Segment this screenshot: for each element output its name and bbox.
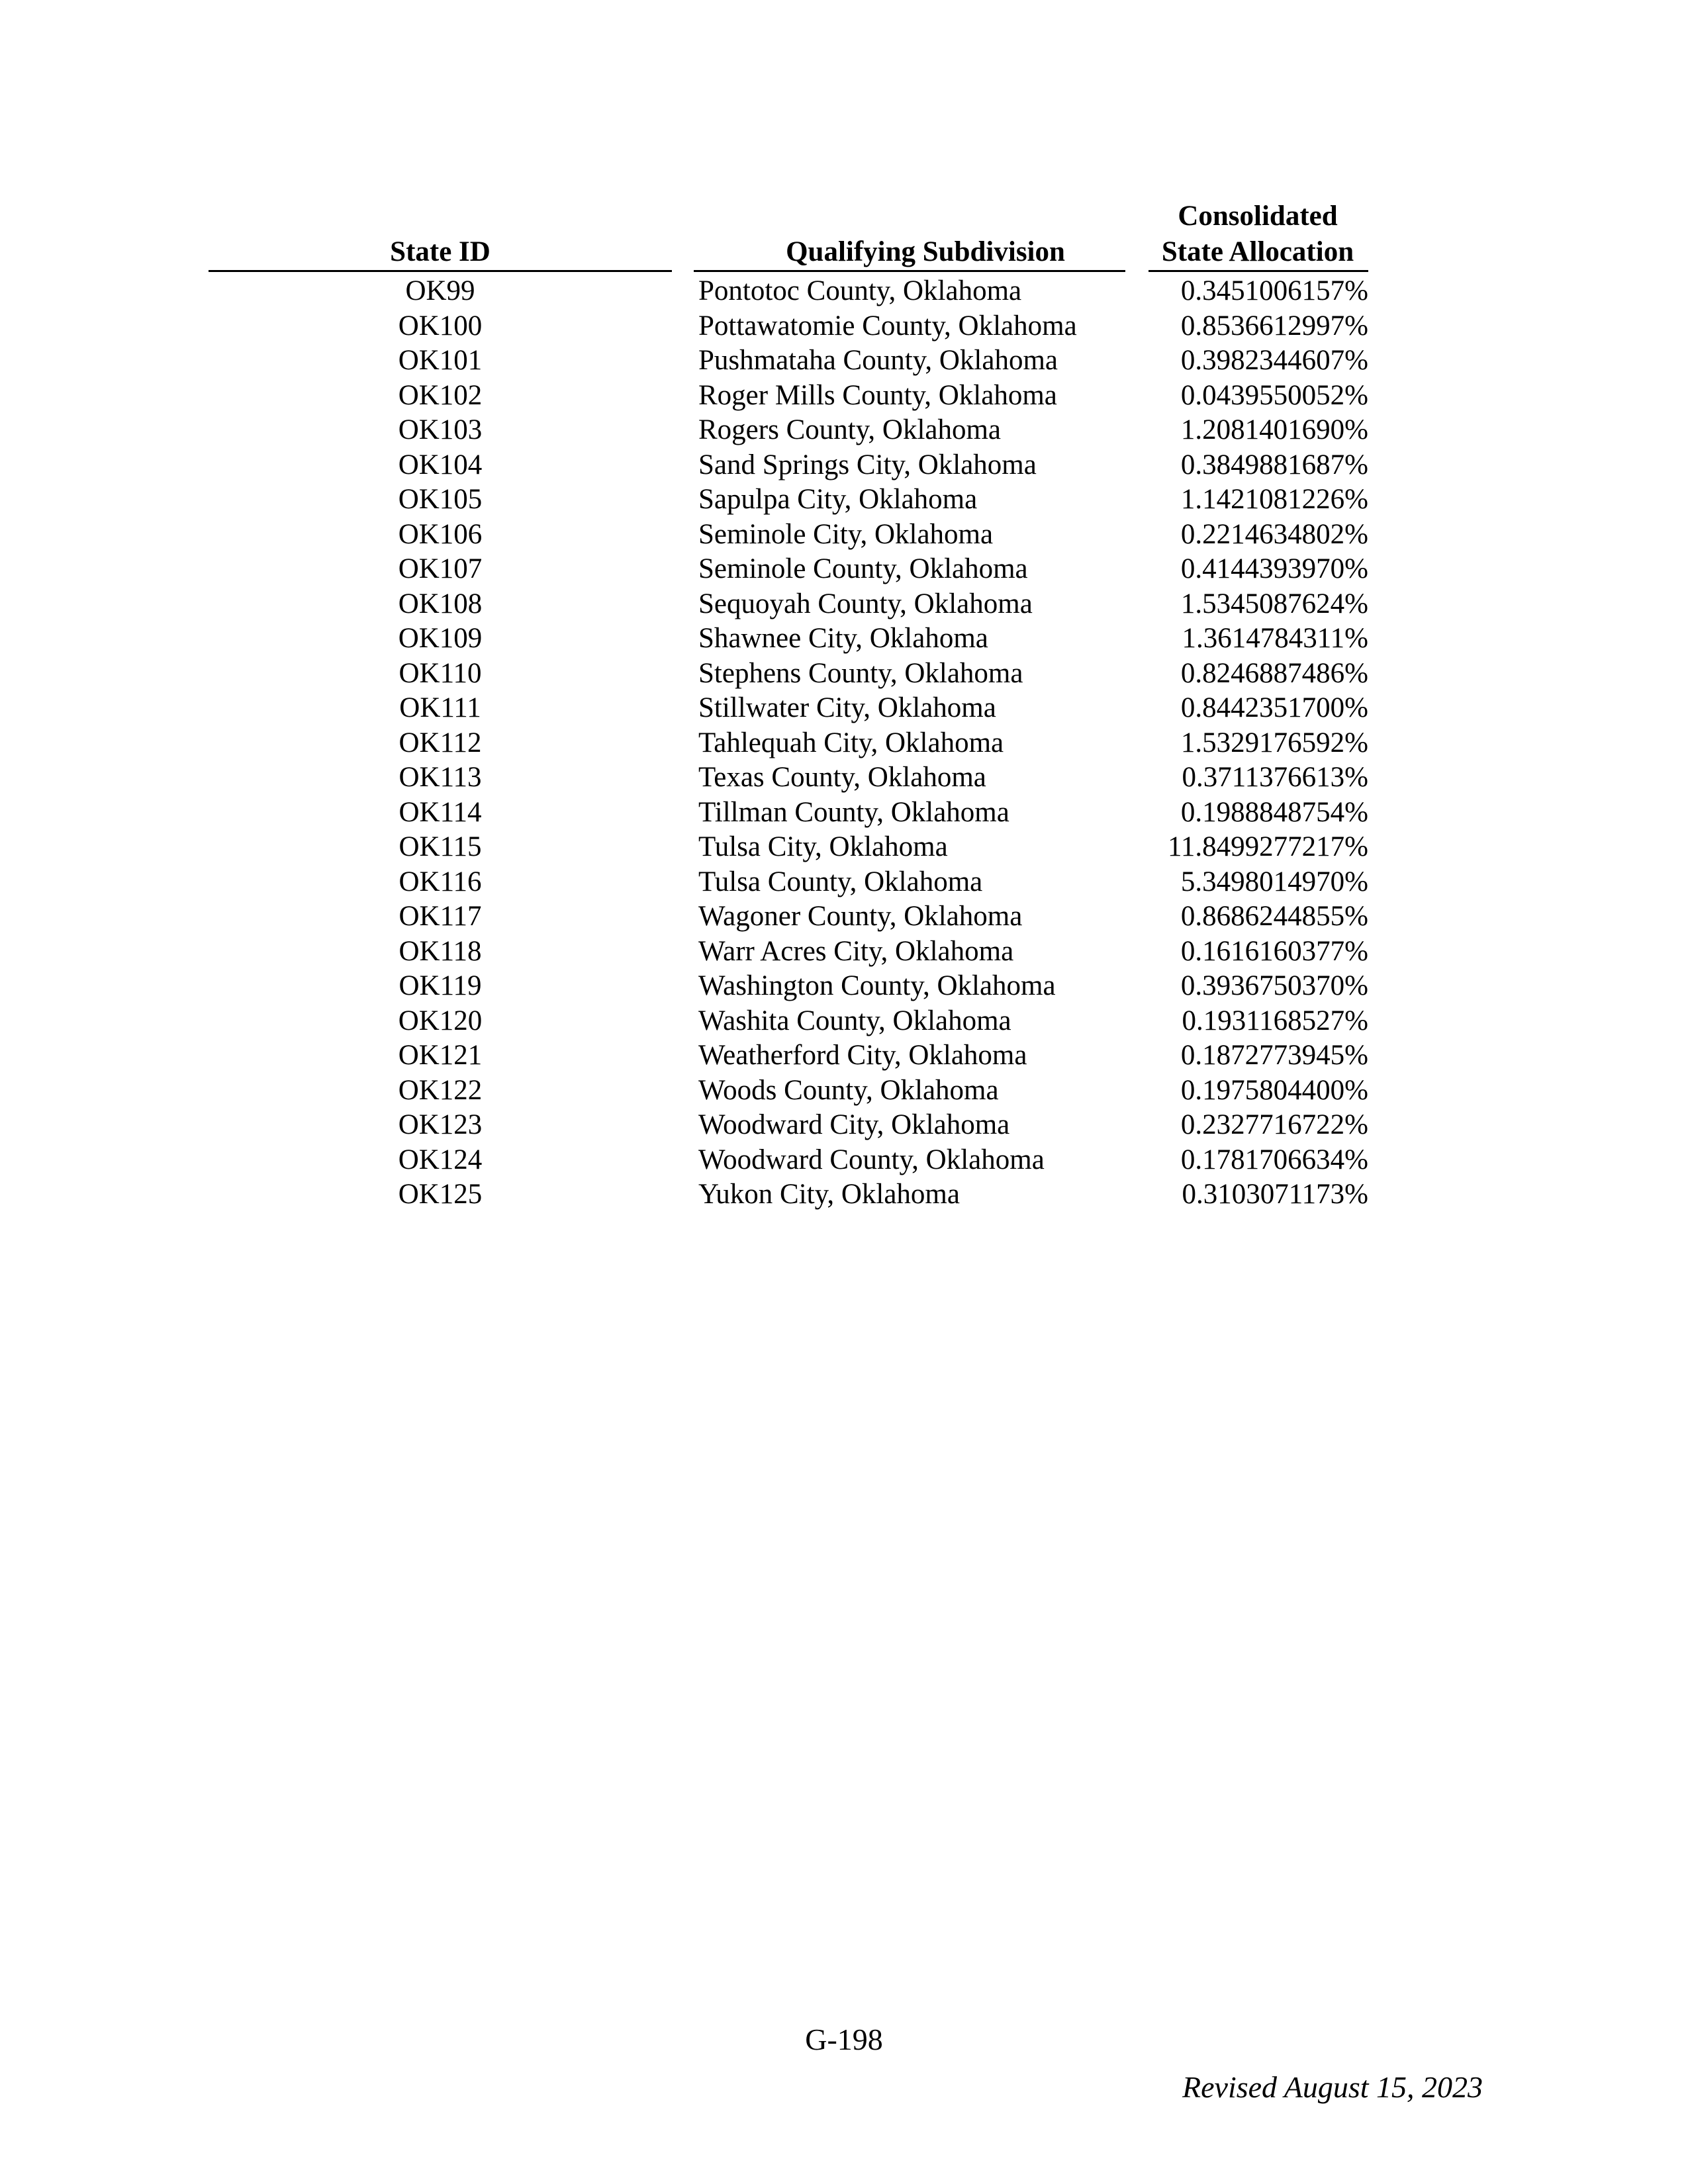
- state-id-cell: OK120: [398, 1005, 483, 1036]
- subdivision-cell: Pottawatomie County, Oklahoma: [698, 310, 1077, 341]
- state-id-cell: OK101: [398, 345, 483, 376]
- header-rule-state-id: [209, 270, 672, 272]
- allocation-cell: 0.3936750370%: [1180, 970, 1368, 1001]
- subdivision-cell: Tahlequah City, Oklahoma: [698, 727, 1004, 758]
- allocation-cell: 0.3711376613%: [1182, 762, 1368, 793]
- state-id-cell: OK114: [399, 796, 482, 828]
- table-row: [0, 657, 1688, 692]
- allocation-cell: 1.2081401690%: [1180, 414, 1368, 445]
- state-id-cell: OK117: [399, 901, 482, 932]
- table-row: [0, 969, 1688, 1004]
- allocation-cell: 1.3614784311%: [1182, 623, 1368, 654]
- table-row: [0, 760, 1688, 796]
- state-id-cell: OK121: [398, 1040, 483, 1071]
- table-row: [0, 309, 1688, 344]
- allocation-cell: 0.0439550052%: [1180, 379, 1368, 411]
- subdivision-cell: Pushmataha County, Oklahoma: [698, 345, 1058, 376]
- state-id-cell: OK116: [399, 866, 482, 897]
- allocation-table-body: [0, 274, 1688, 1212]
- table-row: [0, 1177, 1688, 1212]
- state-id-cell: OK107: [398, 553, 483, 584]
- header-rule-subdivision: [694, 270, 1125, 272]
- state-id-cell: OK112: [399, 727, 482, 758]
- table-row: [0, 1143, 1688, 1178]
- table-row: [0, 379, 1688, 414]
- subdivision-cell: Washita County, Oklahoma: [698, 1005, 1011, 1036]
- subdivision-cell: Stillwater City, Oklahoma: [698, 692, 996, 723]
- table-row: [0, 726, 1688, 761]
- state-id-cell: OK118: [399, 935, 482, 967]
- state-id-cell: OK99: [405, 275, 475, 306]
- table-row: [0, 1038, 1688, 1073]
- table-row: [0, 830, 1688, 865]
- subdivision-cell: Sand Springs City, Oklahoma: [698, 449, 1037, 480]
- subdivision-cell: Woods County, Oklahoma: [698, 1074, 999, 1106]
- allocation-cell: 0.1988848754%: [1180, 796, 1368, 828]
- allocation-cell: 0.3451006157%: [1180, 275, 1368, 306]
- table-row: [0, 1004, 1688, 1039]
- revised-date: Revised August 15, 2023: [1182, 2070, 1483, 2104]
- allocation-cell: 0.1931168527%: [1182, 1005, 1368, 1036]
- header-rule-allocation: [1149, 270, 1368, 272]
- allocation-cell: 0.8686244855%: [1180, 901, 1368, 932]
- subdivision-cell: Roger Mills County, Oklahoma: [698, 379, 1057, 411]
- allocation-cell: 0.8536612997%: [1180, 310, 1368, 341]
- table-row: [0, 934, 1688, 970]
- allocation-cell: 0.3982344607%: [1180, 345, 1368, 376]
- table-row: [0, 552, 1688, 587]
- subdivision-cell: Woodward County, Oklahoma: [698, 1144, 1045, 1175]
- table-row: [0, 621, 1688, 657]
- table-row: [0, 274, 1688, 309]
- table-row: [0, 899, 1688, 934]
- subdivision-cell: Seminole City, Oklahoma: [698, 518, 994, 550]
- state-id-cell: OK103: [398, 414, 483, 445]
- state-id-cell: OK100: [398, 310, 483, 341]
- allocation-cell: 5.3498014970%: [1180, 866, 1368, 897]
- allocation-cell: 0.2327716722%: [1180, 1109, 1368, 1140]
- header-state-id: State ID: [390, 236, 491, 267]
- allocation-cell: 0.1872773945%: [1180, 1040, 1368, 1071]
- header-qualifying-subdivision: Qualifying Subdivision: [786, 236, 1065, 267]
- allocation-cell: 1.5345087624%: [1180, 588, 1368, 619]
- allocation-cell: 0.8246887486%: [1180, 657, 1368, 689]
- allocation-cell: 0.3103071173%: [1182, 1179, 1368, 1210]
- page-number: G-198: [805, 2023, 883, 2056]
- allocation-cell: 0.1781706634%: [1180, 1144, 1368, 1175]
- header-allocation-line1: Consolidated: [1178, 201, 1338, 232]
- table-row: [0, 691, 1688, 726]
- subdivision-cell: Washington County, Oklahoma: [698, 970, 1056, 1001]
- table-row: [0, 1108, 1688, 1143]
- allocation-cell: 0.1975804400%: [1180, 1074, 1368, 1106]
- state-id-cell: OK113: [399, 762, 482, 793]
- state-id-cell: OK110: [399, 657, 482, 689]
- subdivision-cell: Woodward City, Oklahoma: [698, 1109, 1010, 1140]
- subdivision-cell: Tillman County, Oklahoma: [698, 796, 1009, 828]
- table-row: [0, 587, 1688, 622]
- table-row: [0, 518, 1688, 553]
- subdivision-cell: Tulsa County, Oklahoma: [698, 866, 983, 897]
- header-allocation-line2: State Allocation: [1161, 236, 1354, 267]
- table-row: [0, 865, 1688, 900]
- subdivision-cell: Yukon City, Oklahoma: [698, 1179, 960, 1210]
- state-id-cell: OK111: [399, 692, 481, 723]
- state-id-cell: OK119: [399, 970, 482, 1001]
- allocation-cell: 0.3849881687%: [1180, 449, 1368, 480]
- state-id-cell: OK105: [398, 484, 483, 515]
- state-id-cell: OK115: [399, 831, 482, 862]
- allocation-cell: 1.1421081226%: [1180, 484, 1368, 515]
- subdivision-cell: Tulsa City, Oklahoma: [698, 831, 948, 862]
- allocation-cell: 0.1616160377%: [1180, 935, 1368, 967]
- state-id-cell: OK104: [398, 449, 483, 480]
- table-row: [0, 343, 1688, 379]
- state-id-cell: OK106: [398, 518, 483, 550]
- subdivision-cell: Warr Acres City, Oklahoma: [698, 935, 1014, 967]
- subdivision-cell: Sapulpa City, Oklahoma: [698, 484, 978, 515]
- allocation-cell: 1.5329176592%: [1180, 727, 1368, 758]
- state-id-cell: OK102: [398, 379, 483, 411]
- table-row: [0, 448, 1688, 483]
- state-id-cell: OK124: [398, 1144, 483, 1175]
- table-row: [0, 413, 1688, 448]
- state-id-cell: OK123: [398, 1109, 483, 1140]
- subdivision-cell: Wagoner County, Oklahoma: [698, 901, 1023, 932]
- allocation-cell: 11.8499277217%: [1168, 831, 1368, 862]
- allocation-cell: 0.4144393970%: [1180, 553, 1368, 584]
- allocation-cell: 0.8442351700%: [1180, 692, 1368, 723]
- state-id-cell: OK109: [398, 623, 483, 654]
- table-row: [0, 1073, 1688, 1109]
- subdivision-cell: Weatherford City, Oklahoma: [698, 1040, 1027, 1071]
- subdivision-cell: Sequoyah County, Oklahoma: [698, 588, 1033, 619]
- state-id-cell: OK125: [398, 1179, 483, 1210]
- subdivision-cell: Pontotoc County, Oklahoma: [698, 275, 1022, 306]
- subdivision-cell: Rogers County, Oklahoma: [698, 414, 1002, 445]
- table-row: [0, 482, 1688, 518]
- subdivision-cell: Stephens County, Oklahoma: [698, 657, 1023, 689]
- subdivision-cell: Seminole County, Oklahoma: [698, 553, 1028, 584]
- allocation-cell: 0.2214634802%: [1180, 518, 1368, 550]
- state-id-cell: OK108: [398, 588, 483, 619]
- subdivision-cell: Shawnee City, Oklahoma: [698, 623, 988, 654]
- table-row: [0, 796, 1688, 831]
- state-id-cell: OK122: [398, 1074, 483, 1106]
- subdivision-cell: Texas County, Oklahoma: [698, 762, 986, 793]
